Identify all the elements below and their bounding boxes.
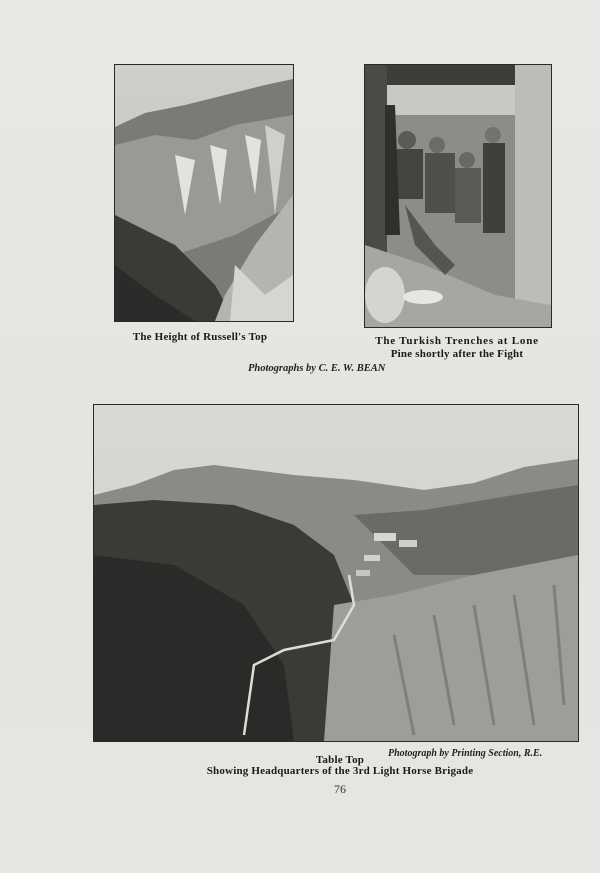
caption-lone-pine-line2: Pine shortly after the Fight	[390, 348, 524, 360]
photo-table-top	[93, 404, 579, 742]
photo-lone-pine-trenches	[364, 64, 552, 328]
photo-russells-top	[114, 64, 294, 322]
caption-lone-pine-line1: The Turkish Trenches at Lone	[375, 335, 539, 347]
caption-russells-top: The Height of Russell's Top	[132, 331, 268, 343]
caption-headquarters: Showing Headquarters of the 3rd Light Horse Brigade	[206, 765, 474, 777]
page-number: 76	[334, 782, 346, 796]
caption-table-top: Table Top	[315, 754, 365, 766]
photo-credit-printing-section: Photograph by Printing Section, R.E.	[388, 748, 543, 759]
photo-credit-bean: Photographs by C. E. W. BEAN	[248, 363, 386, 374]
